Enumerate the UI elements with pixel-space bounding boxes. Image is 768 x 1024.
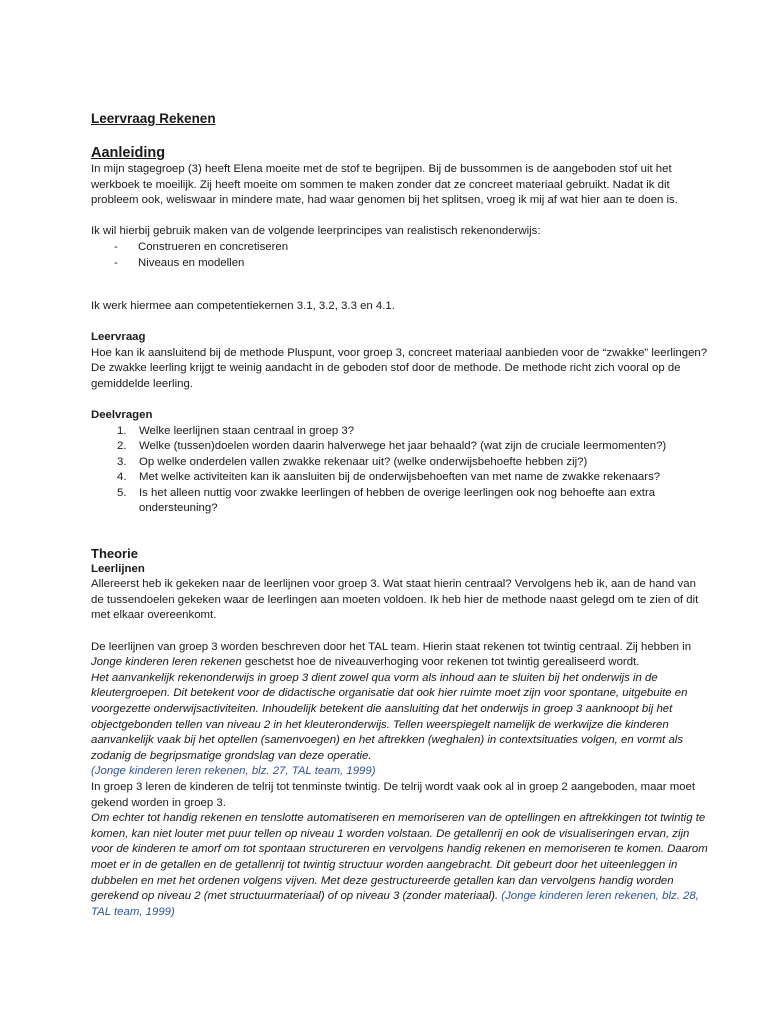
- theorie-paragraph-1: Allereerst heb ik gekeken naar de leerlijnen voor groep 3. Wat staat hierin centraal? Vervolgens heb ik, aan de hand van de tussendoelen gekeken waar de leerlingen aan moeten voldoen. Ik heb hier de methode naast gelegd om te zien of dit met elkaar overeenkomt.: [91, 578, 699, 622]
- deelvragen-heading: Deelvragen: [91, 408, 153, 421]
- deelvragen-list: [91, 424, 708, 518]
- list-item: - Construeren en concretiseren: [114, 240, 289, 253]
- quote-2: Om echter tot handig rekenen en tenslotte automatiseren en memoriseren van de optellingen en aftrekkingen tot twintig te komen, kan niet louter met puur tellen op niveau 1 worden volstaan. De getallenrij en ook de visualiseringen ervan, zijn voor de kinderen te amorf om tot spontaan structureren en vervolgens handig rekenen en memoriseren te komen. Daarom moet er in de getallen en de getallenrij tot twintig structuur worden aangebracht. Dit gebeurt door het uiteenleggen in dubbelen en met het ordenen volgens vijven. Met deze gestructureerde getallen kan dan vervolgens handig worden gerekend op niveau 2 (met structuurmateriaal) of op niveau 3 (zonder materiaal).: [91, 812, 708, 903]
- quote-2-block: [91, 811, 708, 920]
- competences-paragraph: Ik werk hiermee aan competentiekernen 3.1, 3.2, 3.3 en 4.1.: [91, 299, 395, 312]
- list-item: 5. Is het alleen nuttig voor zwakke leerlingen of hebben de overige leerlingen ook nog behoefte aan extra ondersteuning?: [117, 486, 656, 515]
- list-item: 1. Welke leerlijnen staan centraal in groep 3?: [117, 424, 355, 437]
- aanleiding-heading: Aanleiding: [91, 145, 166, 161]
- principles-list: [91, 240, 708, 271]
- leervraag-heading: Leervraag: [91, 330, 146, 343]
- list-item: 4. Met welke activiteiten kan ik aansluiten bij de onderwijsbehoeften van met name de zwakke rekenaars?: [117, 471, 661, 484]
- theorie-paragraph-3: In groep 3 leren de kinderen de telrij tot tenminste twintig. De telrij wordt vaak ook al in groep 2 aangeboden, maar moet gekend worden in groep 3.: [91, 780, 696, 809]
- book-title: Jonge kinderen leren rekenen: [91, 656, 242, 669]
- list-item: 3. Op welke onderdelen vallen zwakke rekenaar uit? (welke onderwijsbehoefte hebben zij?): [117, 455, 588, 468]
- list-item: - Niveaus en modellen: [114, 256, 245, 269]
- citation-2: (Jonge kinderen leren rekenen, blz. 28, TAL team, 1999): [91, 890, 699, 918]
- principles-intro: Ik wil hierbij gebruik maken van de volgende leerprincipes van realistisch rekenonderwijs:: [91, 225, 541, 238]
- leerlijnen-heading: Leerlijnen: [91, 562, 145, 575]
- aanleiding-paragraph: In mijn stagegroep (3) heeft Elena moeite met de stof te begrijpen. Bij de bussommen is de aangeboden stof uit het werkboek te moeilijk. Zij heeft moeite om sommen te maken zonder dat ze concreet materiaal gebruikt. Nadat ik dit probleem ook, weliswaar in mindere mate, had waar genomen bij het splitsen, vroeg ik mij af wat hier aan te doen is.: [91, 163, 678, 207]
- theorie-heading: Theorie: [91, 545, 138, 561]
- theorie-paragraph-2: De leerlijnen van groep 3 worden beschreven door het TAL team. Hierin staat rekenen tot twintig centraal. Zij hebben in Jonge kinderen leren rekenen geschetst hoe de niveauverhoging voor rekenen tot twintig gerealiseerd wordt.: [91, 640, 692, 669]
- document-title: Leervraag Rekenen: [91, 111, 216, 126]
- quote-1: Het aanvankelijk rekenonderwijs in groep 3 dient zowel qua vorm als inhoud aan te sluiten bij het onderwijs in de kleutergroepen. Dit betekent voor de didactische organisatie dat ook hier ruimte moet zijn voor spontane, uitgebuite en voorgezette onderwijsactiviteiten. Inhoudelijk betekent die aansluiting dat het onderwijs in groep 3 aanknoopt bij het objectgebonden tellen van niveau 2 in het kleuteronderwijs. Tellen weerspiegelt namelijk de werkwijze die kinderen aanvankelijk vaak bij het optellen (samenvoegen) en het aftrekken (weghalen) in contextsituaties volgen, en vormt als zodanig de begripsmatige grondslag van deze operatie.: [91, 671, 688, 762]
- list-item: 2. Welke (tussen)doelen worden daarin halverwege het jaar behaald? (wat zijn de cruciale leermomenten?): [117, 440, 667, 453]
- citation-1: (Jonge kinderen leren rekenen, blz. 27, TAL team, 1999): [91, 765, 376, 778]
- leervraag-paragraph: Hoe kan ik aansluitend bij de methode Pluspunt, voor groep 3, concreet materiaal aanbieden voor de “zwakke” leerlingen? De zwakke leerling krijgt te weinig aandacht in de geboden stof door de methode. De methode richt zich vooral op de gemiddelde leerling.: [91, 346, 708, 390]
